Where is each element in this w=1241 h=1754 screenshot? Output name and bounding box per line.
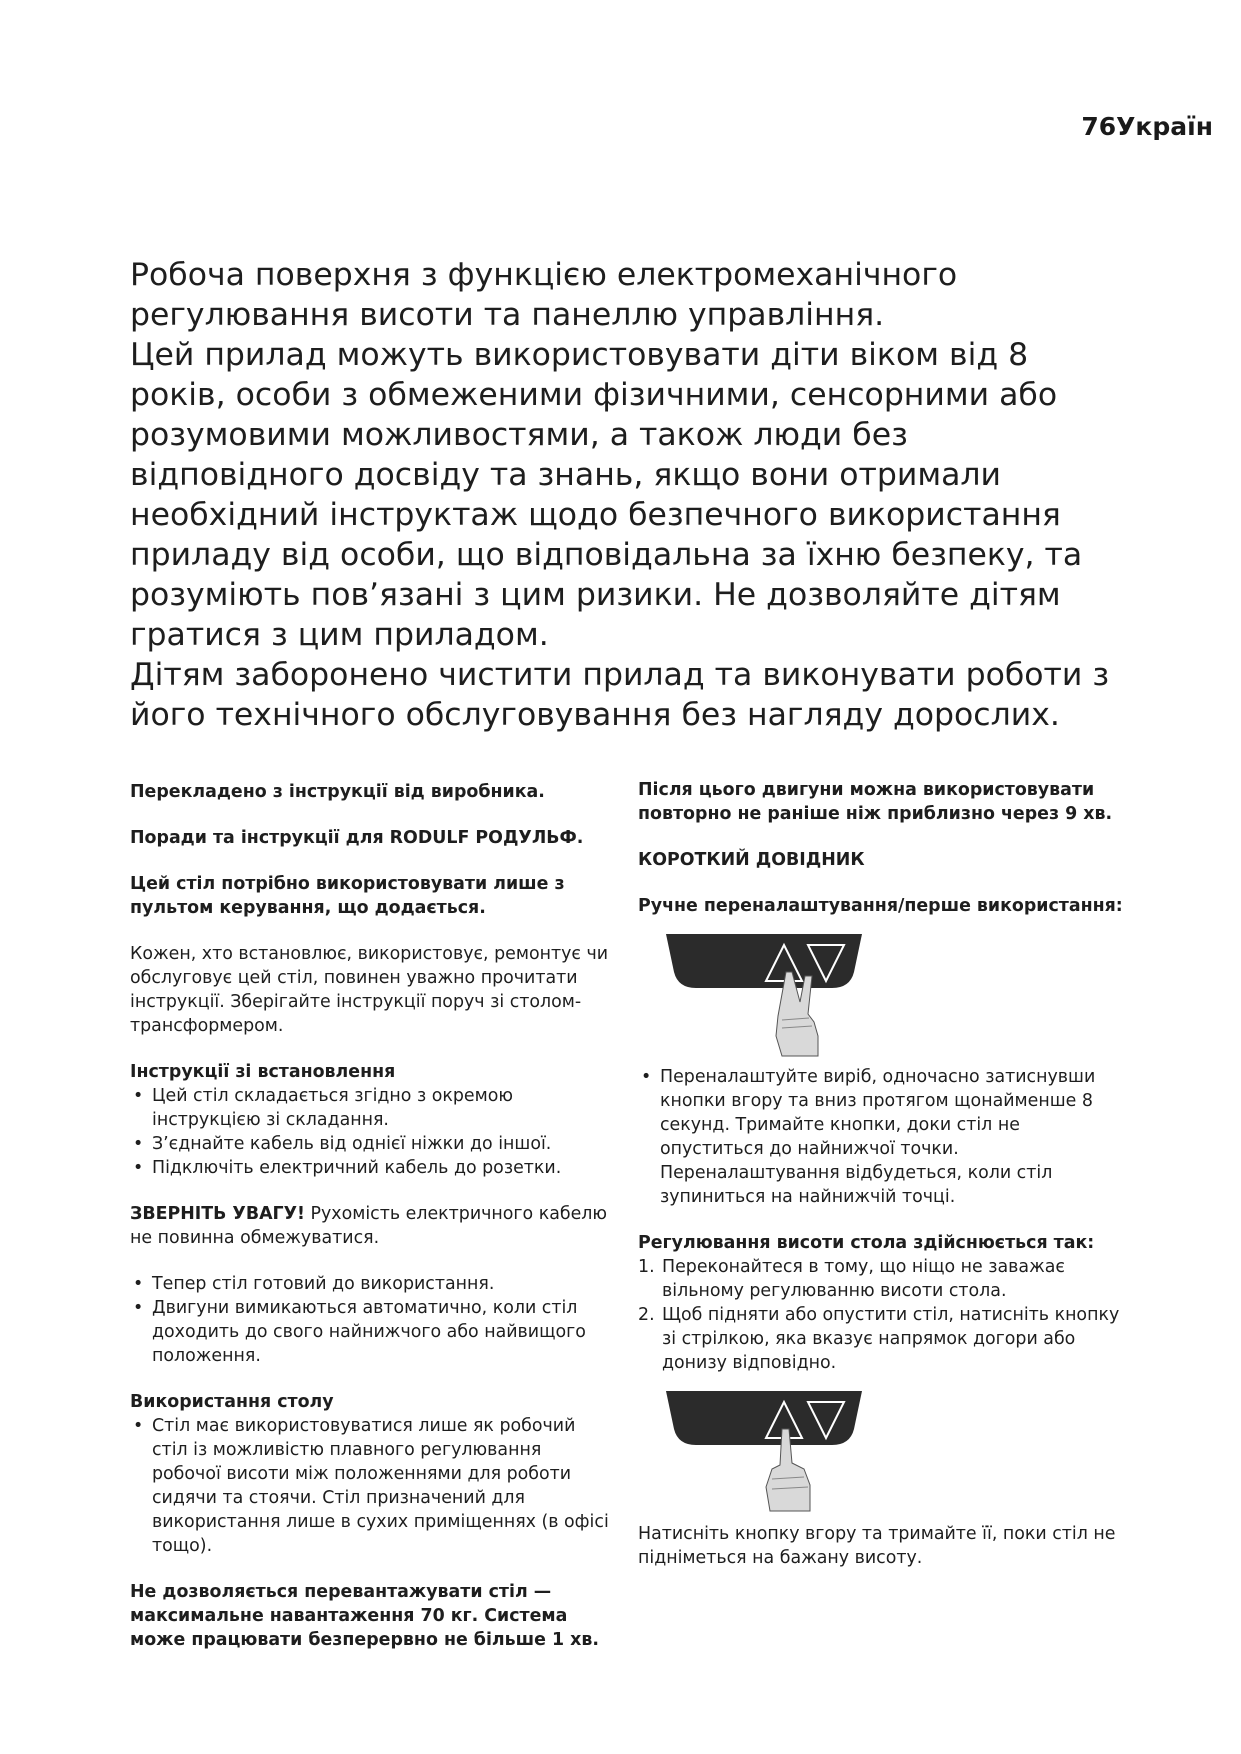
adjust-steps <box>638 1255 1128 1375</box>
intro-paragraph-3: Дітям заборонено чистити прилад та виконувати роботи з його технічного обслуговування без нагляду дорослих. <box>130 657 1110 733</box>
list-item: • З’єднайте кабель від однієї ніжки до іншої. <box>130 1132 610 1156</box>
reset-heading: Ручне переналаштування/перше використання: <box>638 896 1123 916</box>
cooldown-note: Після цього двигуни можна використовувати повторно не раніше ніж приблизно через 9 хв. <box>638 780 1113 824</box>
list-item: • Двигуни вимикаються автоматично, коли стіл доходить до свого найнижчого або найвищого положення. <box>130 1296 610 1368</box>
control-panel <box>666 934 862 988</box>
list-item: • Тепер стіл готовий до використання. <box>130 1272 610 1296</box>
translated-note: Перекладено з інструкції від виробника. <box>130 782 545 802</box>
intro-paragraph-2: Цей прилад можуть використовувати діти віком від 8 років, особи з обмеженими фізичними, сенсорними або розумовими можливостями, а також люди без відповідного досвіду та знань, якщо вони отримали необхідний інструктаж щодо безпечного використання приладу від особи, що відповідальна за їхню безпеку, та розуміють пов’язані з цим ризики. Не дозволяйте дітям гратися з цим приладом. <box>130 337 1083 653</box>
page-label: 76Україн <box>1081 112 1213 141</box>
use-list <box>130 1414 610 1558</box>
press-up-instruction: Натисніть кнопку вгору та тримайте її, поки стіл не підніметься на бажану висоту. <box>638 1524 1116 1568</box>
control-panel <box>666 1391 862 1445</box>
step-text: Щоб підняти або опустити стіл, натисніть кнопку зі стрілкою, яка вказує напрямок догори або донизу відповідно. <box>662 1305 1120 1373</box>
list-item <box>638 1255 1128 1303</box>
read-instructions-text: Кожен, хто встановлює, використовує, ремонтує чи обслуговує цей стіл, повинен уважно прочитати інструкції. Зберігайте інструкції поруч зі столом-трансформером. <box>130 944 609 1036</box>
quick-guide-heading: КОРОТКИЙ ДОВІДНИК <box>638 850 865 870</box>
list-item <box>638 1303 1128 1375</box>
list-item: • Стіл має використовуватися лише як робочий стіл із можливістю плавного регулювання робочої висоти між положеннями для роботи сидячи та стоячи. Стіл призначений для використання лише в сухих приміщеннях (в офісі тощо). <box>130 1414 610 1558</box>
control-panel-both-buttons-illustration <box>664 932 864 1057</box>
attention-text: Рухомість електричного кабелю не повинна обмежуватися. <box>130 1204 608 1248</box>
step-text: Переконайтеся в тому, що ніщо не заважає вільному регулюванню висоти стола. <box>662 1257 1065 1301</box>
attention-label: ЗВЕРНІТЬ УВАГУ! <box>130 1204 305 1224</box>
left-column <box>130 780 610 1652</box>
reset-list <box>638 1065 1128 1209</box>
use-heading: Використання столу <box>130 1392 334 1412</box>
intro-warning <box>130 255 1130 735</box>
step-number: 1. <box>638 1257 655 1277</box>
list-item: • Переналаштуйте виріб, одночасно затиснувши кнопки вгору та вниз протягом щонайменше 8 секунд. Тримайте кнопки, доки стіл не опуститься до найнижчої точки. Переналаштування відбудеться, коли стіл зупиниться на найнижчій точці. <box>638 1065 1128 1209</box>
list-item: • Цей стіл складається згідно з окремою інструкцією зі складання. <box>130 1084 610 1132</box>
right-column <box>638 778 1128 1570</box>
ready-list <box>130 1272 610 1368</box>
control-panel-up-button-illustration <box>664 1389 864 1514</box>
intro-paragraph-1: Робоча поверхня з функцією електромеханічного регулювання висоти та панеллю управління. <box>130 257 958 333</box>
overload-warning: Не дозволяється перевантажувати стіл — максимальне навантаження 70 кг. Система може працювати безперервно не більше 1 хв. <box>130 1582 599 1650</box>
remote-only-note: Цей стіл потрібно використовувати лише з пультом керування, що додається. <box>130 874 565 918</box>
install-list <box>130 1084 610 1180</box>
step-number: 2. <box>638 1305 655 1325</box>
list-item: • Підключіть електричний кабель до розетки. <box>130 1156 610 1180</box>
adjust-heading: Регулювання висоти стола здійснюється так: <box>638 1233 1095 1253</box>
install-heading: Інструкції зі встановлення <box>130 1062 396 1082</box>
attention-note <box>130 1202 610 1250</box>
tips-title: Поради та інструкції для RODULF РОДУЛЬФ. <box>130 828 584 848</box>
